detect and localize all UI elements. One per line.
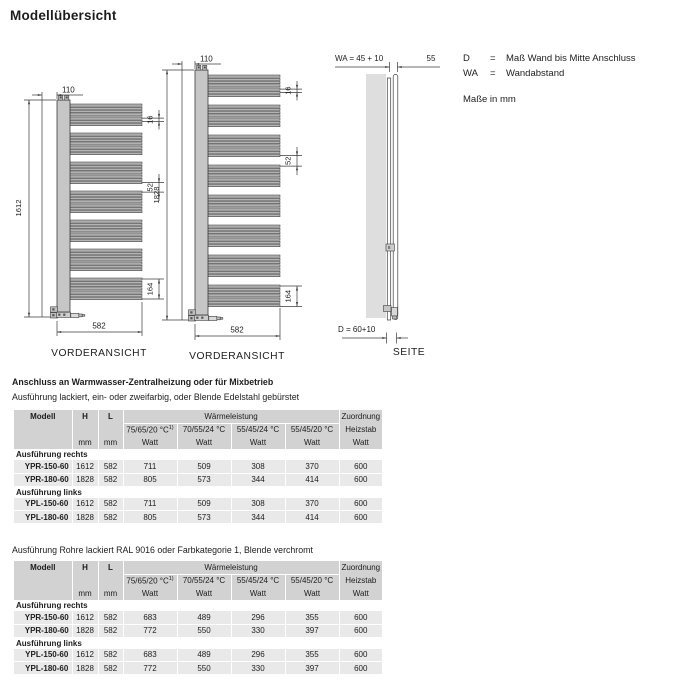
col-header-temp2: 70/55/24 °C Watt [177,575,231,601]
dim-bottom-group-label: 164 [283,289,293,303]
dim-width-label: 582 [230,325,244,335]
col-header-assignment: Zuordnung Heizstab Watt [339,410,382,449]
dim-top-width-label: 110 [62,85,75,95]
col-header-performance: Wärmeleistung [123,410,339,424]
col-header-temp1: 75/65/20 $^\circ C^{1)}$ Watt [123,424,177,450]
legend-text: Maß Wand bis Mitte Anschluss [506,53,636,64]
dim-width-label: 582 [92,321,106,331]
collector-tube [195,70,208,315]
table-row: YPR-180-60 1828 582 805 573 344 414 600 [14,473,382,486]
table2-subtitle: Ausführung Rohre lackiert RAL 9016 oder Farbkategorie 1, Blende verchromt [12,545,313,555]
units-note: Maße in mm [463,94,516,105]
col-header-h: H mm [72,561,98,600]
dim-top-width-label: 110 [200,54,213,64]
col-header-temp4: 55/45/20 °C Watt [285,424,339,450]
collector-profile [387,78,390,320]
col-header-performance: Wärmeleistung [123,561,339,575]
col-header-h: H mm [72,410,98,449]
table-row: YPR-150-60 1612 582 683 489 296 355 600 [14,611,382,624]
front-view-small-drawing [12,80,172,372]
legend [463,52,636,81]
col-header-l: L mm [98,410,123,449]
front-view-small-caption: VORDERANSICHT [51,348,147,359]
table-row: YPR-150-60 1612 582 711 509 308 370 600 [14,460,382,473]
mounting-brackets [59,95,69,100]
section-heading: Anschluss an Warmwasser-Zentralheizung oder für Mixbetrieb [12,377,274,387]
spec-table-ral9016 [14,561,382,675]
dim-connection-label: D = 60+10 [338,325,376,334]
legend-symbol: D [463,53,470,64]
dim-group-gap-label: 52 [283,156,293,166]
dim-tube-pitch-label: 16 [283,86,293,95]
tube-groups [70,104,142,300]
dim-bottom-group-label: 164 [145,282,155,296]
legend-symbol: WA [463,67,478,79]
col-header-l: L mm [98,561,123,600]
group-label-row: Ausführung rechts [14,449,382,460]
tube-profile [393,75,398,320]
dim-height-label: 1828 [152,186,161,204]
dim-height-label: 1612 [14,199,23,217]
group-label-row: Ausführung links [14,637,382,649]
col-header-modell: Modell [14,410,72,449]
front-view-large-drawing [150,48,315,378]
dim-group-gap-label: 52 [145,183,155,192]
group-label-row: Ausführung links [14,486,382,498]
col-header-temp3: 55/45/24 °C Watt [231,424,285,450]
col-header-assignment: Zuordnung Heizstab Watt [339,561,382,600]
wall-section [366,74,386,318]
table-row: YPL-180-60 1828 582 772 550 330 397 600 [14,662,382,675]
legend-row-wa [463,67,636,82]
mounting-bracket [386,244,394,251]
table1-subtitle: Ausführung lackiert, ein- oder zweifarbig, oder Blende Edelstahl gebürstet [12,392,300,402]
group-label-row: Ausführung rechts [14,600,382,611]
col-header-temp1: 75/65/20 $^\circ C^{1)}$ Watt [123,575,177,601]
legend-row-d [463,52,636,67]
table-row: YPL-150-60 1612 582 711 509 308 370 600 [14,498,382,511]
table-row: YPR-180-60 1828 582 772 550 330 397 600 [14,624,382,637]
side-view-drawing [330,48,445,378]
mounting-brackets [197,65,207,70]
col-header-temp3: 55/45/24 °C Watt [231,575,285,601]
table-row: YPL-180-60 1828 582 805 573 344 414 600 [14,511,382,524]
dim-depth-label: 55 [426,54,436,63]
legend-equals: = [490,53,496,64]
col-header-temp2: 70/55/24 °C Watt [177,424,231,450]
tube-groups [208,75,280,307]
legend-text: Wandabstand [506,67,565,79]
front-view-large-caption: VORDERANSICHT [189,351,285,362]
spec-table-lacquered [14,410,382,524]
dim-tube-pitch-label: 16 [145,115,155,125]
dimension-arrows [28,94,160,333]
col-header-temp4: 55/45/20 °C Watt [285,575,339,601]
col-header-modell: Modell [14,561,72,600]
side-view-caption: SEITE [392,347,426,358]
legend-equals: = [490,67,496,79]
collector-tube [57,100,70,312]
dim-wall-distance-label: WA = 45 + 10 [335,54,384,63]
page-title: Modellübersicht [10,8,117,23]
table-row: YPL-150-60 1612 582 683 489 296 355 600 [14,649,382,662]
